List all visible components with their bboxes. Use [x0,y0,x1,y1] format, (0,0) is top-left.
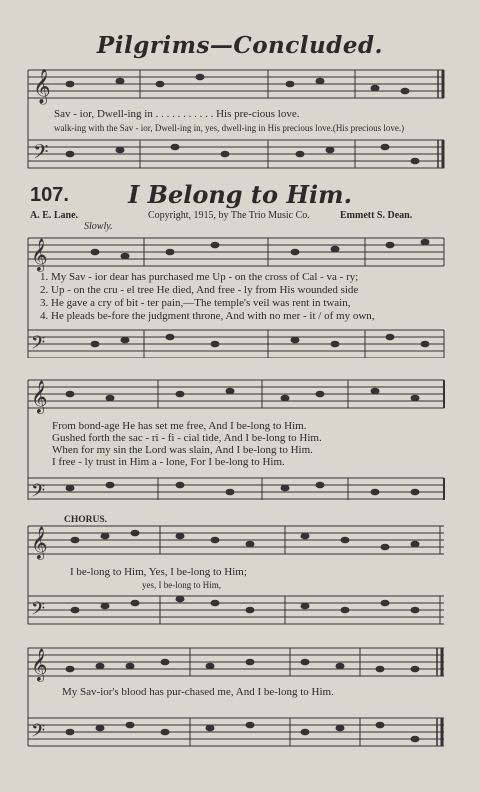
verse-2-line-2: Gushed forth the sac - ri - fi - cial tide, And I be-long to Him. [52,432,322,444]
staff-system-4 [0,520,480,640]
svg-text:𝄞: 𝄞 [31,382,48,413]
verse-3-line: 3. He gave a cry of bit - ter pain,—The temple's veil was rent in twain, [40,297,351,309]
hymn-title: I Belong to Him. [128,180,352,209]
pilgrims-lyric-line: Sav - ior, Dwell-ing in . . . . . . . . . . . His pre-cious love. [54,108,300,120]
tempo-marking: Slowly. [84,221,113,232]
svg-text:𝄢: 𝄢 [33,142,49,168]
svg-text:𝄢: 𝄢 [31,332,46,357]
svg-text:𝄢: 𝄢 [31,598,46,623]
svg-text:𝄢: 𝄢 [31,720,46,745]
composer-credit: Emmett S. Dean. [340,210,413,221]
svg-text:𝄞: 𝄞 [31,528,48,559]
chorus-lyric-line-1: I be-long to Him, Yes, I be-long to Him; [70,566,247,578]
svg-text:𝄢: 𝄢 [31,480,46,500]
chorus-label: CHORUS. [64,515,108,525]
staff-system-5 [0,642,480,762]
copyright-notice: Copyright, 1915, by The Trio Music Co. [148,210,310,221]
verse-1-line: 1. My Sav - ior dear has purchased me Up - on the cross of Cal - va - ry; [40,271,359,283]
svg-text:𝄞: 𝄞 [31,650,48,681]
pilgrims-lower-lyric-line: walk-ing with the Sav - ior, Dwell-ing in, yes, dwell-ing in His precious love.(His precious love.) [54,123,405,133]
verse-2-line: 2. Up - on the cru - el tree He died, And free - ly from His wounded side [40,284,359,296]
verse-4-line: 4. He pleads be-fore the judgment throne, And with no mer - it / of my own, [40,310,375,322]
svg-text:𝄞: 𝄞 [33,70,51,103]
svg-text:𝄞: 𝄞 [31,240,48,271]
verse-1-line-2: From bond-age He has set me free, And I be-long to Him. [52,420,307,432]
verse-3-line-2: When for my sin the Lord was slain, And I be-long to Him. [52,444,313,456]
hymn-number: 107. [30,184,69,206]
chorus-lyric-line-2: My Sav-ior's blood has pur-chased me, And I be-long to Him. [62,686,334,698]
continued-song-title: Pilgrims—Concluded. [96,32,384,59]
chorus-lower-lyric-line: yes, I be-long to Him, [142,580,221,590]
verse-4-line-2: I free - ly trust in Him a - lone, For I be-long to Him. [52,456,285,468]
author-credit: A. E. Lane. [30,210,79,221]
